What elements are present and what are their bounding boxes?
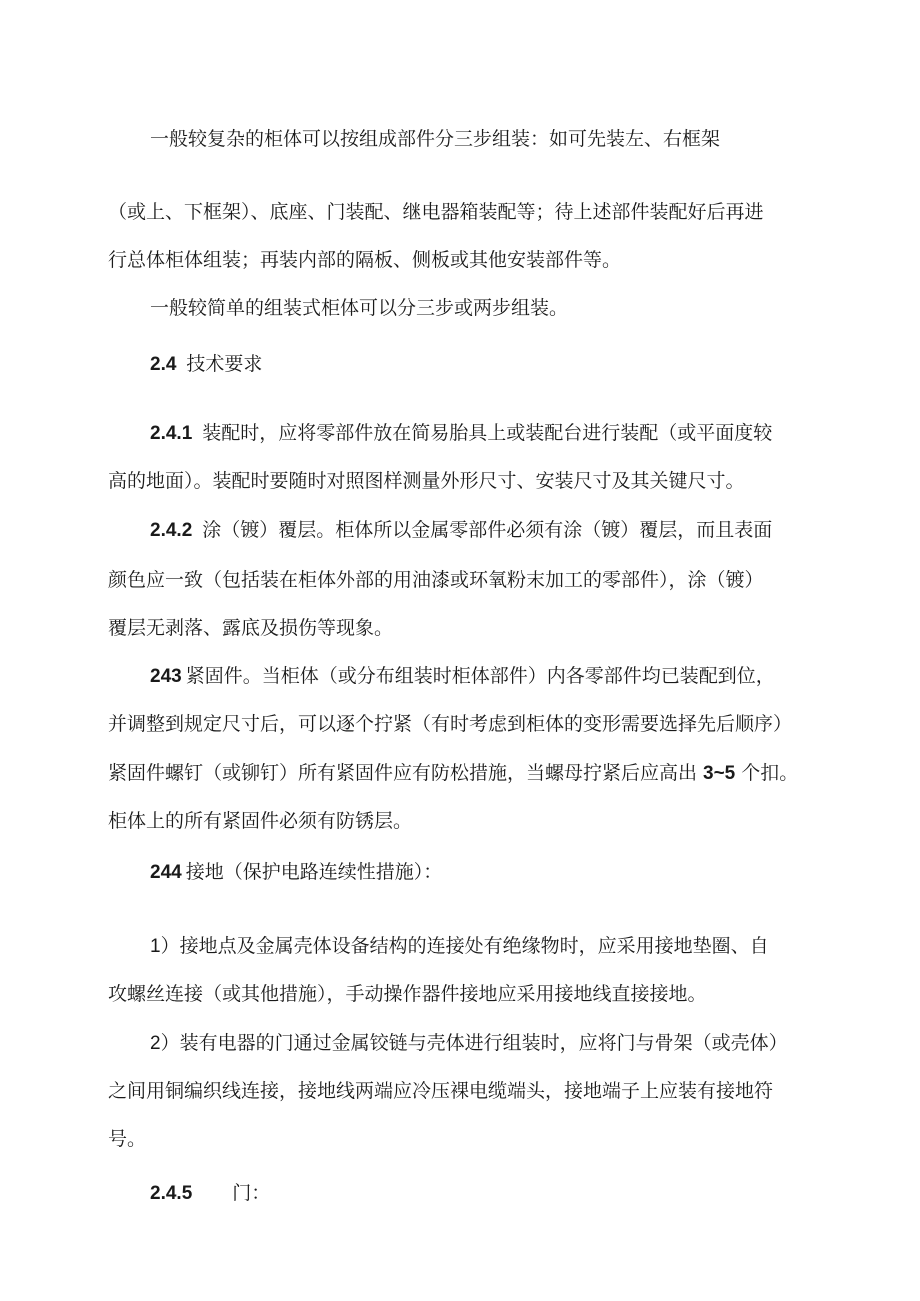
clause-244-heading bbox=[150, 860, 820, 884]
heading-2-4 bbox=[150, 352, 820, 376]
clause-244-item2-line1 bbox=[150, 1031, 820, 1055]
clause-244-item1-text: ）接地点及金属壳体设备结构的连接处有绝缘物时，应采用接地垫圈、自 bbox=[160, 935, 769, 957]
clause-243-line2: 并调整到规定尺寸后，可以逐个拧紧（有时考虑到柜体的变形需要选择先后顺序） bbox=[108, 713, 793, 735]
clause-244-item1-number: 1 bbox=[150, 936, 161, 957]
clause-2-4-1-text: 装配时，应将零部件放在简易胎具上或装配台进行装配（或平面度较 bbox=[202, 422, 773, 444]
clause-244-item1-line1 bbox=[150, 934, 820, 958]
clause-243-bolt-count: 3~5 bbox=[703, 763, 736, 784]
clause-2-4-2-line2: 颜色应一致（包括装在柜体外部的用油漆或环氧粉末加工的零部件），涂（镀） bbox=[108, 569, 764, 591]
clause-243-line3-text: 紧固件螺钉（或铆钉）所有紧固件应有防松措施，当螺母拧紧后应高出 bbox=[108, 762, 698, 784]
clause-243-line3-end: 个扣。 bbox=[741, 762, 799, 784]
clause-2-4-2-text: 涂（镀）覆层。柜体所以金属零部件必须有涂（镀）覆层，而且表面 bbox=[202, 519, 773, 541]
clause-2-4-2-line3: 覆层无剥落、露底及损伤等现象。 bbox=[108, 617, 394, 639]
heading-2-4-5-number: 2.4.5 bbox=[150, 1183, 193, 1204]
heading-2-4-5 bbox=[150, 1181, 820, 1205]
clause-2-4-2-line1 bbox=[150, 518, 820, 542]
clause-2-4-1-number: 2.4.1 bbox=[150, 423, 193, 444]
clause-243-number: 243 bbox=[150, 666, 182, 687]
heading-2-4-title: 技术要求 bbox=[186, 353, 263, 375]
clause-243-line4: 柜体上的所有紧固件必须有防锈层。 bbox=[108, 810, 413, 832]
clause-244-item2-number: 2 bbox=[150, 1033, 161, 1054]
clause-243-line3 bbox=[108, 761, 820, 785]
para-assembly-simple: 一般较简单的组装式柜体可以分三步或两步组装。 bbox=[150, 297, 569, 319]
clause-244-title: 接地（保护电路连续性措施）： bbox=[185, 861, 443, 883]
clause-243-text: 紧固件。当柜体（或分布组装时柜体部件）内各零部件均已装配到位， bbox=[185, 665, 775, 687]
clause-244-item2-line3: 号。 bbox=[108, 1128, 147, 1150]
clause-2-4-1-line2: 高的地面）。装配时要随时对照图样测量外形尺寸、安装尺寸及其关键尺寸。 bbox=[108, 470, 745, 492]
para-assembly-complex-line3: 行总体柜体组装；再装内部的隔板、侧板或其他安装部件等。 bbox=[108, 249, 622, 271]
clause-243-line1 bbox=[150, 664, 820, 688]
heading-2-4-number: 2.4 bbox=[150, 354, 177, 375]
heading-2-4-5-title: 门： bbox=[232, 1182, 271, 1204]
clause-244-number: 244 bbox=[150, 862, 182, 883]
clause-2-4-2-number: 2.4.2 bbox=[150, 520, 193, 541]
para-assembly-complex-line2: （或上、下框架）、底座、门装配、继电器箱装配等；待上述部件装配好后再进 bbox=[108, 201, 764, 223]
clause-244-item2-line2: 之间用铜编织线连接，接地线两端应冷压裸电缆端头，接地端子上应装有接地符 bbox=[108, 1080, 774, 1102]
para-assembly-complex-line1: 一般较复杂的柜体可以按组成部件分三步组装：如可先装左、右框架 bbox=[150, 128, 721, 150]
clause-2-4-1-line1 bbox=[150, 421, 820, 445]
clause-244-item1-line2: 攻螺丝连接（或其他措施），手动操作器件接地应采用接地线直接接地。 bbox=[108, 983, 707, 1005]
clause-244-item2-text: ）装有电器的门通过金属铰链与壳体进行组装时，应将门与骨架（或壳体） bbox=[160, 1032, 788, 1054]
